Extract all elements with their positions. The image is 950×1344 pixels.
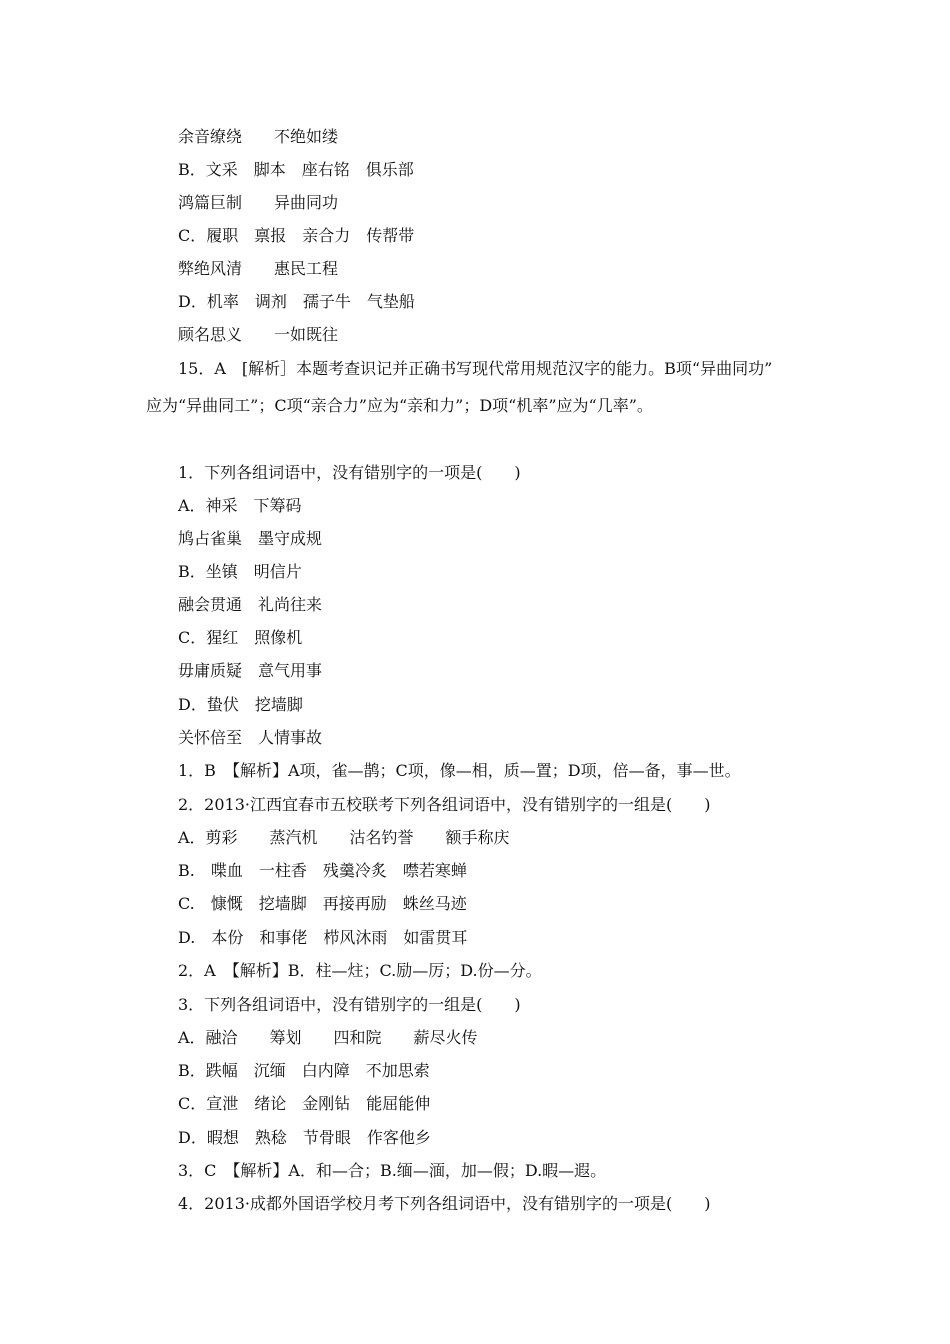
text-line: A．融洽 筹划 四和院 薪尽火传 (178, 1028, 478, 1047)
analysis-line: 15．A [解析］本题考查识记并正确书写现代常用规范汉字的能力。B项“异曲同功” (178, 359, 773, 378)
text-line: C. 慷慨 挖墙脚 再接再励 蛛丝马迹 (178, 894, 467, 913)
text-line: B．坐镇 明信片 (178, 562, 302, 581)
text-line: A．神采 下筹码 (178, 496, 302, 515)
text-line: C．履职 禀报 亲合力 传帮带 (178, 226, 415, 245)
text-line: D．暇想 熟稔 节骨眼 作客他乡 (178, 1128, 431, 1147)
question-line: 4．2013·成都外国语学校月考下列各组词语中，没有错别字的一项是( ) (178, 1194, 711, 1213)
text-line: D. 本份 和事佬 栉风沐雨 如雷贯耳 (178, 928, 468, 947)
analysis-line: 3．C 【解析】A．和—合；B.缅—湎，加—假；D.暇—遐。 (178, 1161, 607, 1180)
text-line: D．机率 调剂 孺子牛 气垫船 (178, 292, 415, 311)
text-line: 毋庸质疑 意气用事 (178, 661, 323, 680)
text-line: 余音缭绕 不绝如缕 (178, 127, 339, 146)
text-line: B．跌幅 沉缅 白内障 不加思索 (178, 1061, 430, 1080)
question-line: 3．下列各组词语中，没有错别字的一组是( ) (178, 995, 521, 1014)
question-line: 2．2013·江西宜春市五校联考下列各组词语中，没有错别字的一组是( ) (178, 795, 711, 814)
analysis-line: 2．A 【解析】B．柱—炷；C.励—厉；D.份—分。 (178, 961, 542, 980)
text-line: B. 喋血 一柱香 残羹冷炙 噤若寒蝉 (178, 861, 467, 880)
analysis-line: 应为“异曲同工”；C项“亲合力”应为“亲和力”；D项“机率”应为“几率”。 (146, 396, 653, 415)
text-line: C．猩红 照像机 (178, 628, 303, 647)
text-line: A．剪彩 蒸汽机 沽名钓誉 额手称庆 (178, 828, 510, 847)
text-line: C．宣泄 绪论 金刚钻 能屈能伸 (178, 1094, 431, 1113)
text-line: 鸠占雀巢 墨守成规 (178, 529, 323, 548)
text-line: 融会贯通 礼尚往来 (178, 595, 323, 614)
question-line: 1．下列各组词语中，没有错别字的一项是( ) (178, 463, 521, 482)
text-line: 关怀倍至 人情事故 (178, 728, 323, 747)
text-line: 顾名思义 一如既往 (178, 325, 339, 344)
text-line: B．文采 脚本 座右铭 俱乐部 (178, 160, 414, 179)
text-line: D．蛰伏 挖墙脚 (178, 695, 303, 714)
text-line: 弊绝风清 惠民工程 (178, 259, 339, 278)
analysis-line: 1．B 【解析】A项，雀—鹊；C项，像—相，质—置；D项，倍—备，事—世。 (178, 761, 741, 780)
text-line: 鸿篇巨制 异曲同功 (178, 193, 339, 212)
